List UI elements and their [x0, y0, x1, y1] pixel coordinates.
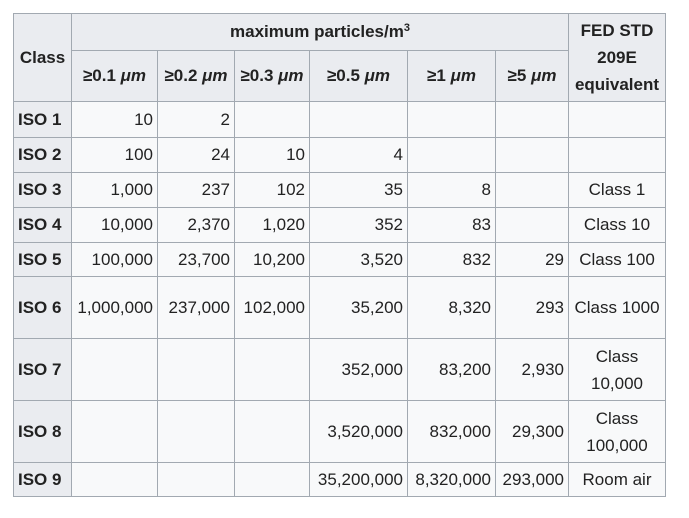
particles-group-header [72, 14, 569, 51]
table-row [14, 243, 666, 277]
particle-count-cell: 24 [158, 138, 235, 173]
fed-equivalent-cell [569, 138, 666, 173]
iso-class-cell: ISO 4 [14, 208, 72, 243]
table-row [14, 173, 666, 208]
particle-count-cell: 8,320 [408, 277, 496, 339]
table-row [14, 463, 666, 497]
particle-count-cell: 102,000 [235, 277, 310, 339]
cubed-superscript: 3 [403, 22, 410, 34]
particle-count-cell: 237 [158, 173, 235, 208]
size-column-header [408, 51, 496, 102]
size-threshold-label: ≥0.2 [164, 66, 203, 85]
particle-count-cell: 1,020 [235, 208, 310, 243]
particle-count-cell: 3,520 [310, 243, 408, 277]
table-container [13, 13, 666, 497]
particle-count-cell: 10,200 [235, 243, 310, 277]
table-row [14, 401, 666, 463]
fed-equivalent-cell: Class 100 [569, 243, 666, 277]
particle-count-cell [496, 208, 569, 243]
class-header: Class [14, 14, 72, 102]
fed-equivalent-cell: Class 10,000 [569, 339, 666, 401]
micrometer-unit: μm [531, 66, 557, 85]
iso-class-cell: ISO 2 [14, 138, 72, 173]
particle-count-cell [496, 102, 569, 138]
fed-equivalent-cell: Class 1000 [569, 277, 666, 339]
particle-count-cell: 29 [496, 243, 569, 277]
particle-count-cell [72, 339, 158, 401]
size-column-header [496, 51, 569, 102]
iso-class-cell: ISO 5 [14, 243, 72, 277]
particle-count-cell [72, 463, 158, 497]
particle-count-cell: 2 [158, 102, 235, 138]
size-threshold-label: ≥0.5 [326, 66, 365, 85]
iso-cleanroom-table [13, 13, 666, 497]
micrometer-unit: μm [202, 66, 228, 85]
particle-count-cell: 29,300 [496, 401, 569, 463]
size-threshold-label: ≥5 [507, 66, 532, 85]
particle-count-cell [496, 138, 569, 173]
iso-class-cell: ISO 9 [14, 463, 72, 497]
fed-equivalent-cell: Class 1 [569, 173, 666, 208]
particle-count-cell: 2,370 [158, 208, 235, 243]
particle-count-cell [408, 102, 496, 138]
size-column-header [72, 51, 158, 102]
size-threshold-label: ≥0.1 [82, 66, 121, 85]
particle-count-cell [158, 401, 235, 463]
table-row [14, 277, 666, 339]
particle-count-cell: 832 [408, 243, 496, 277]
particle-count-cell: 10 [72, 102, 158, 138]
particle-count-cell: 100 [72, 138, 158, 173]
particle-count-cell: 352,000 [310, 339, 408, 401]
particle-count-cell: 35,200,000 [310, 463, 408, 497]
particle-count-cell [158, 339, 235, 401]
table-row [14, 102, 666, 138]
particle-count-cell: 102 [235, 173, 310, 208]
particle-count-cell: 832,000 [408, 401, 496, 463]
particle-count-cell: 83 [408, 208, 496, 243]
particle-count-cell: 35,200 [310, 277, 408, 339]
micrometer-unit: μm [450, 66, 476, 85]
fed-equivalent-cell: Class 10 [569, 208, 666, 243]
particle-count-cell: 293,000 [496, 463, 569, 497]
particle-count-cell [72, 401, 158, 463]
particle-count-cell [310, 102, 408, 138]
particle-count-cell: 100,000 [72, 243, 158, 277]
table-body [14, 102, 666, 497]
micrometer-unit: μm [364, 66, 391, 85]
size-header-row [14, 51, 666, 102]
table-row [14, 138, 666, 173]
fed-equivalent-cell: Room air [569, 463, 666, 497]
iso-class-cell: ISO 7 [14, 339, 72, 401]
particle-count-cell [158, 463, 235, 497]
size-column-header [235, 51, 310, 102]
fed-equivalent-cell: Class 100,000 [569, 401, 666, 463]
iso-class-cell: ISO 1 [14, 102, 72, 138]
micrometer-unit: μm [120, 66, 147, 85]
particle-count-cell [235, 339, 310, 401]
particle-count-cell: 4 [310, 138, 408, 173]
particle-count-cell: 293 [496, 277, 569, 339]
size-threshold-label: ≥1 [427, 66, 451, 85]
micrometer-unit: μm [278, 66, 304, 85]
iso-class-cell: ISO 6 [14, 277, 72, 339]
particle-count-cell: 8,320,000 [408, 463, 496, 497]
size-column-header [158, 51, 235, 102]
size-threshold-label: ≥0.3 [240, 66, 279, 85]
particle-count-cell: 3,520,000 [310, 401, 408, 463]
particle-count-cell: 83,200 [408, 339, 496, 401]
table-row [14, 208, 666, 243]
particle-count-cell: 8 [408, 173, 496, 208]
particle-count-cell [496, 173, 569, 208]
particle-count-cell: 352 [310, 208, 408, 243]
iso-class-cell: ISO 3 [14, 173, 72, 208]
particle-count-cell [408, 138, 496, 173]
particle-count-cell: 237,000 [158, 277, 235, 339]
particles-group-header-text: maximum particles/m [230, 22, 404, 41]
size-column-header [310, 51, 408, 102]
particle-count-cell: 23,700 [158, 243, 235, 277]
iso-class-cell: ISO 8 [14, 401, 72, 463]
particle-count-cell: 10,000 [72, 208, 158, 243]
fed-equivalent-cell [569, 102, 666, 138]
particle-count-cell [235, 463, 310, 497]
particle-count-cell: 10 [235, 138, 310, 173]
fed-std-header: FED STD 209E equivalent [569, 14, 666, 102]
table-row [14, 339, 666, 401]
particle-count-cell: 1,000,000 [72, 277, 158, 339]
particle-count-cell [235, 401, 310, 463]
particle-count-cell [235, 102, 310, 138]
particle-count-cell: 35 [310, 173, 408, 208]
particle-count-cell: 1,000 [72, 173, 158, 208]
particle-count-cell: 2,930 [496, 339, 569, 401]
